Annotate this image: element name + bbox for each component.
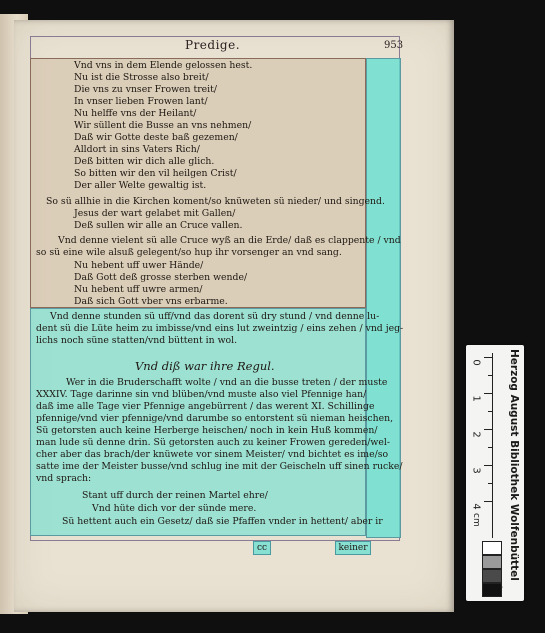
text-line: Vnd denne stunden sü uff/vnd das dorent sü dry stund / vnd denne lu- [50, 311, 380, 322]
text-line: daß ime alle Tage vier Pfennige angebürrent / das werent XI. Schillinge [36, 401, 375, 412]
text-line: vnd sprach: [36, 473, 92, 484]
text-line: dent sü die Lüte heim zu imbisse/vnd eins lut zweintzig / eins zehen / vnd jeg- [36, 323, 404, 334]
page-number: 953 [384, 40, 404, 51]
catchword-box[interactable] [335, 541, 371, 555]
text-line: Die vns zu vnser Frowen treit/ [74, 84, 218, 95]
ruler-tick [484, 429, 492, 430]
running-head: Predige. [185, 38, 241, 52]
text-line: Nu hebent uff uwre armen/ [74, 284, 203, 295]
text-line: satte ime der Meister busse/vnd schlug ine mit der Geischeln uff sinen rucke/ [36, 461, 403, 472]
text-line: Daß wir Gotte deste baß gezemen/ [74, 132, 238, 143]
text-line: Sü hettent auch ein Gesetz/ daß sie Pfaffen vnder in hettent/ aber ir [62, 516, 383, 527]
ruler-tick [484, 357, 492, 358]
text-line: So sü allhie in die Kirchen koment/so knüweten sü nieder/ und singend. [46, 196, 385, 207]
ruler-tick [488, 411, 492, 412]
catchword: keiner [338, 543, 368, 553]
text-line: Der aller Welte gewaltig ist. [74, 180, 207, 191]
text-line: In vnser lieben Frowen lant/ [74, 96, 208, 107]
cm-scale [468, 353, 493, 538]
text-line: lichs noch süne statten/vnd büttent in wol. [36, 335, 238, 346]
text-line: Nu ist die Strosse also breit/ [74, 72, 209, 83]
ruler-tick [488, 375, 492, 376]
gray-swatch [482, 569, 502, 583]
gray-swatch [482, 583, 502, 597]
ruler-number: 3 [470, 467, 482, 474]
text-line: cher aber das brach/der knüwete vor sinem Meister/ vnd bichtet es ime/so [36, 449, 389, 460]
library-label: Herzog August Bibliothek Wolfenbüttel [508, 349, 520, 581]
text-line: pfennige/vnd vier pfennige/vnd darumbe so entorstent sü nieman heischen, [36, 413, 394, 424]
text-line: Vnd hüte dich vor der sünde mere. [92, 503, 257, 514]
text-line: So bitten wir den vil heilgen Crist/ [74, 168, 237, 179]
text-line: XXXIV. Tage darinne sin vnd blüben/vnd muste also viel Pfennige han/ [36, 389, 367, 400]
signature-mark: cc [256, 543, 268, 553]
ruler-tick [488, 483, 492, 484]
text-line: Daß Gott deß grosse sterben wende/ [74, 272, 248, 283]
text-line: Vnd vns in dem Elende gelossen hest. [74, 60, 253, 71]
ruler-unit: cm [471, 513, 481, 527]
text-line: so sü eine wile alsuß gelegent/so hup ihr vorsenger an vnd sang. [36, 247, 342, 258]
text-line: man lude sü denne drin. Sü getorsten auch zu keiner Frowen gereden/wel- [36, 437, 390, 448]
text-line: Jesus der wart gelabet mit Gallen/ [74, 208, 236, 219]
section-heading: Vnd diß war ihre Regul. [135, 359, 275, 373]
ruler-tick [488, 447, 492, 448]
scale-ruler [466, 345, 524, 601]
ruler-number: 4 [470, 503, 482, 510]
text-line: Stant uff durch der reinen Martel ehre/ [82, 490, 268, 501]
ruler-number: 1 [470, 395, 482, 402]
ruler-number: 0 [470, 359, 482, 366]
ruler-tick [484, 393, 492, 394]
ruler-number: 2 [470, 431, 482, 438]
ruler-tick [484, 501, 492, 502]
gray-swatch [482, 541, 502, 555]
text-line: Alldort in sins Vaters Rich/ [74, 144, 200, 155]
text-line: Nu helffe vns der Heilant/ [74, 108, 197, 119]
ruler-tick [484, 465, 492, 466]
text-line: Wer in die Bruderschafft wolte / vnd an die busse treten / der muste [66, 377, 388, 388]
text-line: Deß sullen wir alle an Cruce vallen. [74, 220, 243, 231]
text-line: Deß bitten wir dich alle glich. [74, 156, 215, 167]
gray-swatch [482, 555, 502, 569]
text-line: Sü getorsten auch keine Herberge heischen/ noch in kein Huß kommen/ [36, 425, 378, 436]
text-line: Daß sich Gott vber vns erbarme. [74, 296, 228, 307]
signature-mark-box[interactable] [253, 541, 271, 555]
text-line: Nu hebent uff uwer Hände/ [74, 260, 204, 271]
text-line: Vnd denne vielent sü alle Cruce wyß an die Erde/ daß es clappente / vnd [58, 235, 401, 246]
text-line: Wir süllent die Busse an vns nehmen/ [74, 120, 252, 131]
